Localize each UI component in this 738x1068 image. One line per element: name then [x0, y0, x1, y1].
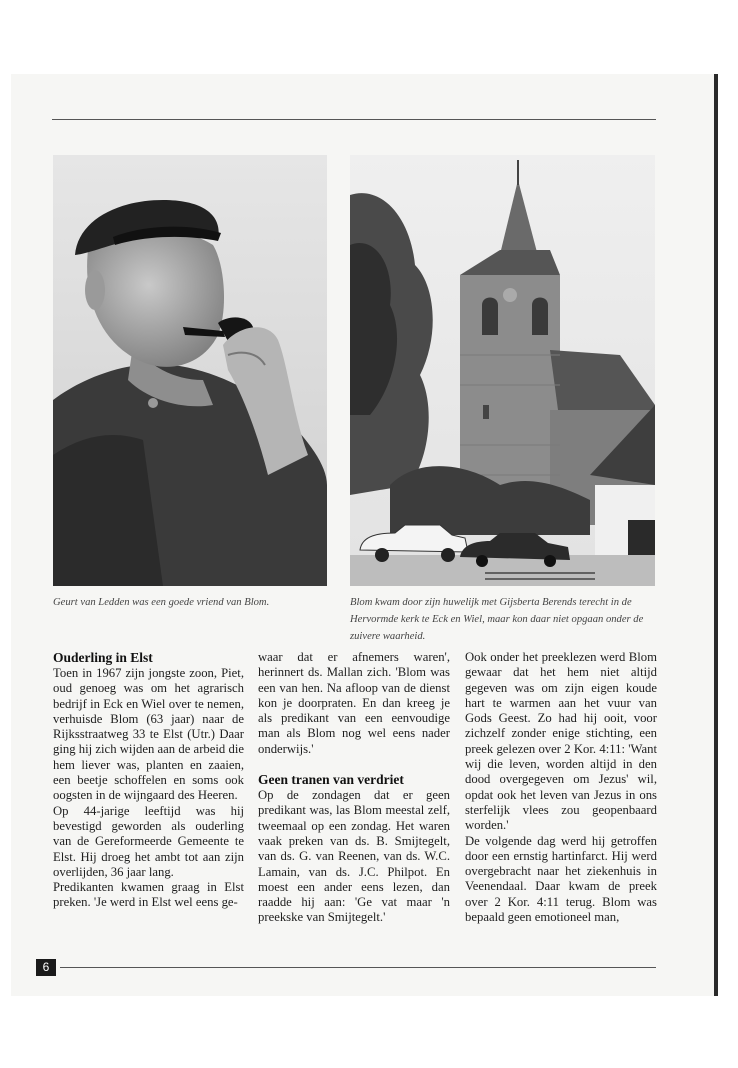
paragraph: Ook onder het preeklezen werd Blom gewaar dat het hem niet altijd gegeven was om zijn eigen koude hart te warmen aan het vuur van Gods Geest. Zo had hij ooit, voor zichzelf zonder enige stichting, een preek gelezen over 2 Kor. 4:11: 'Want wij die leven, worden altijd in den dood overgegeven om Jezus' wil, opdat ook het leven van Jezus in ons sterfelijk vlees zou geopenbaard worden.'	[465, 650, 657, 833]
paragraph: Toen in 1967 zijn jongste zoon, Piet, oud genoeg was om het agrarisch bedrijf in Eck en Wiel over te nemen, verhuisde Blom (63 jaar) naar de Rijksstraatweg 33 te Elst (Utr.) Daar ging hij zich wijden aan de arbeid die hem liever was, planten en zaaien, een beetje schoffelen en soms ook oogsten in de wijngaard des Heeren.	[53, 666, 244, 803]
paragraph: Predikanten kwamen graag in Elst preken. 'Je werd in Elst wel eens ge-	[53, 880, 244, 910]
portrait-photo	[53, 155, 327, 586]
portrait-caption: Geurt van Ledden was een goede vriend van Blom.	[53, 597, 270, 608]
article-column-2	[258, 650, 450, 926]
paragraph: Op de zondagen dat er geen predikant was, las Blom meestal zelf, tweemaal op een zondag. Het waren vaak preken van ds. B. Smijtegelt, van ds. G. van Reenen, van ds. W.C. Lamain, van ds. J.C. Philpot. En moest een ander eens lezen, dan raadde hij aan: 'Ge vat maar 'n preekske van Smijtegelt.'	[258, 788, 450, 925]
bottom-rule	[60, 967, 656, 968]
church-caption: Blom kwam door zijn huwelijk met Gijsberta Berends terecht in de Hervormde kerk te Eck en Wiel, maar kon daar niet opgaan onder de zuivere waarheid.	[350, 597, 644, 642]
page-edge-shadow	[714, 74, 718, 996]
section-heading: Geen tranen van verdriet	[258, 772, 404, 788]
top-rule	[52, 119, 656, 120]
page-number: 6	[36, 959, 56, 976]
article-column-1	[53, 650, 244, 911]
article-column-3	[465, 650, 657, 925]
paragraph: Op 44-jarige leeftijd was hij bevestigd geworden als ouderling van de Gereformeerde Gemeente te Elst. Hij droeg het ambt tot aan zijn overlijden, 36 jaar lang.	[53, 803, 244, 879]
section-heading: Ouderling in Elst	[53, 650, 153, 665]
paragraph: De volgende dag werd hij getroffen door een ernstig hartinfarct. Hij werd overgebracht naar het ziekenhuis in Veenendaal. Daar kwam de preek over 2 Kor. 4:11 terug. Blom was bepaald geen emotioneel man,	[465, 833, 657, 925]
church-photo	[350, 155, 655, 586]
paragraph: waar dat er afnemers waren', herinnert ds. Mallan zich. 'Blom was een van hen. Na afloop van de dienst kon je doorpraten. En dan kreeg je als predikant van een eenvoudige man als Blom nog wel eens nader onderwijs.'	[258, 650, 450, 756]
